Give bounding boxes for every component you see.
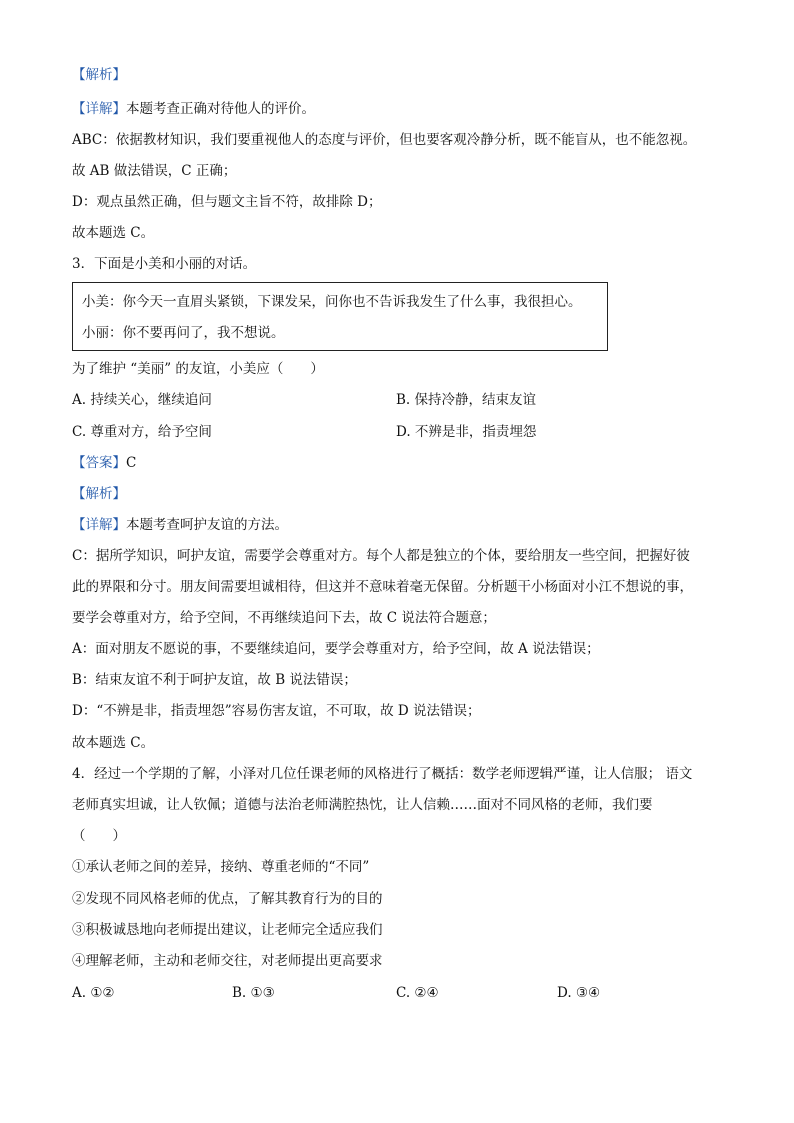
analysis-line: ABC：依据教材知识，我们要重视他人的态度与评价，但也要客观冷静分析，既不能盲从，也不能忽视。 [72,132,697,148]
question-blank: （ ） [72,828,126,844]
question-stem: 3．下面是小美和小丽的对话。 [72,256,257,272]
question-text: 为了维护 “美丽” 的友谊，小美应（ ） [72,361,324,377]
detail-tag: 【详解】 [72,101,126,117]
detail-line [72,100,315,118]
analysis-line: A：面对朋友不愿说的事，不要继续追问，要学会尊重对方，给予空间，故 A 说法错误； [72,641,600,657]
option-d: D. ③④ [557,985,601,1001]
option-a: A. 持续关心，继续追问 [72,392,212,408]
detail-tag: 【详解】 [72,517,126,533]
option-a: A. ①② [72,985,115,1001]
statement: ④理解老师，主动和老师交往，对老师提出更高要求 [72,953,383,969]
detail-text: 本题考查呵护友谊的方法。 [126,517,288,533]
option-c: C. 尊重对方，给予空间 [72,424,212,440]
statement: ①承认老师之间的差异，接纳、尊重老师的“不同” [72,859,370,875]
analysis-line: 故 AB 做法错误，C 正确； [72,163,237,179]
question-stem: 4．经过一个学期的了解，小泽对几位任课老师的风格进行了概括：数学老师逻辑严谨，让人信服； 语文 [72,766,693,782]
analysis-line: 要学会尊重对方，给予空间，不再继续追问下去，故 C 说法符合题意； [72,610,496,626]
dialog-line: 小丽：你不要再问了，我不想说。 [82,325,285,341]
option-b: B. 保持冷静，结束友谊 [396,392,537,408]
analysis-line: C：据所学知识，呵护友谊，需要学会尊重对方。每个人都是独立的个体，要给朋友一些空间，把握好彼 [72,548,690,564]
detail-text: 本题考查正确对待他人的评价。 [126,101,315,117]
question-stem: 老师真实坦诚，让人钦佩；道德与法治老师满腔热忱，让人信赖……面对不同风格的老师，我们要 [72,797,653,813]
analysis-line: 故本题选 C。 [72,735,155,751]
answer-tag: 【答案】 [72,455,126,471]
answer-line [72,454,136,472]
statement: ②发现不同风格老师的优点，了解其教育行为的目的 [72,891,383,907]
analysis-header: 【解析】 [72,67,126,83]
dialog-box [72,282,608,351]
option-d: D. 不辨是非，指责埋怨 [396,424,537,440]
analysis-line: B：结束友谊不利于呵护友谊，故 B 说法错误； [72,672,357,688]
analysis-line: 故本题选 C。 [72,225,155,241]
analysis-line: D：观点虽然正确，但与题文主旨不符，故排除 D； [72,194,382,210]
answer-value: C [126,455,137,471]
analysis-line: 此的界限和分寸。朋友间需要坦诚相待，但这并不意味着毫无保留。分析题干小杨面对小江不想说的事， [72,579,693,595]
statement: ③积极诚恳地向老师提出建议，让老师完全适应我们 [72,922,383,938]
option-b: B. ①③ [232,985,275,1001]
analysis-header: 【解析】 [72,486,126,502]
detail-line [72,516,288,534]
option-c: C. ②④ [396,985,439,1001]
dialog-line: 小美：你今天一直眉头紧锁，下课发呆，问你也不告诉我发生了什么事，我很担心。 [82,294,582,310]
analysis-line: D：“不辨是非，指责埋怨”容易伤害友谊，不可取，故 D 说法错误； [72,703,481,719]
